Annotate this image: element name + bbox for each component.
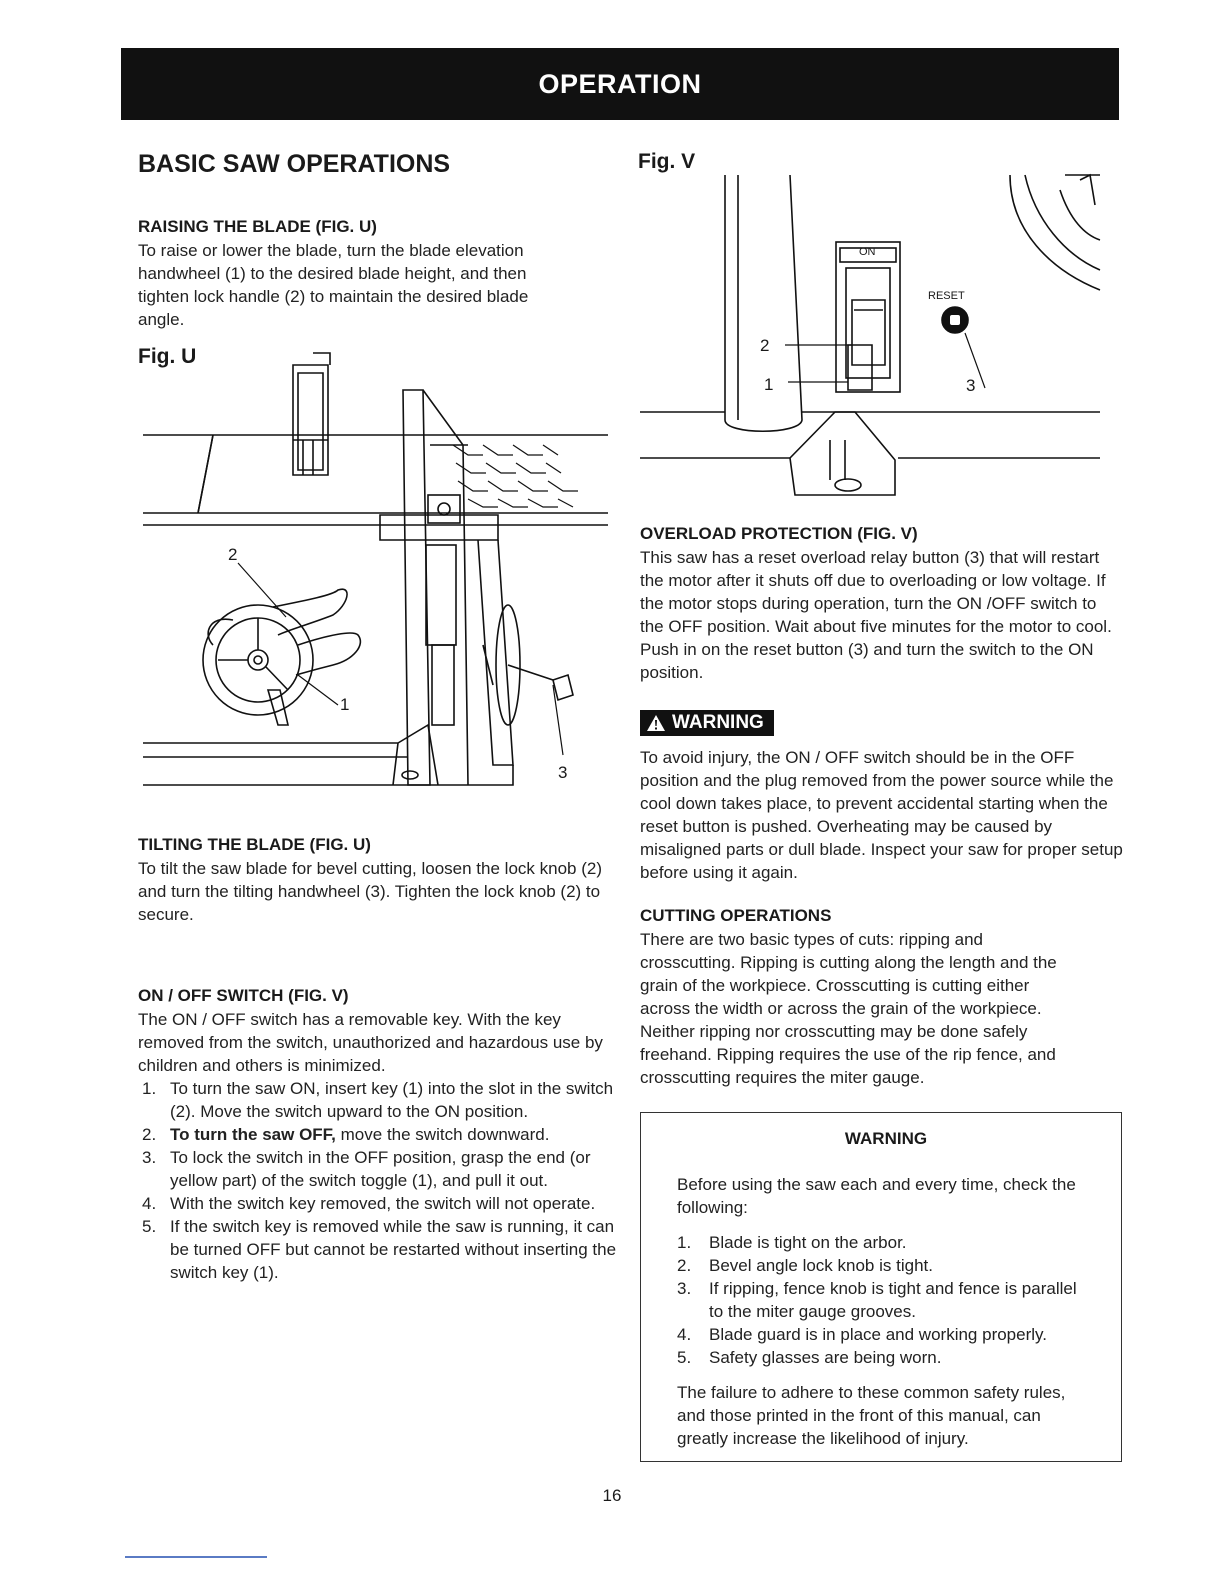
fig-v-callout-2: 2 (760, 336, 770, 355)
footer-rule (125, 1556, 267, 1558)
fig-v-on-label: ON (859, 246, 876, 258)
base-bracket (790, 412, 895, 495)
switch-steps (138, 1077, 628, 1284)
fig-v-illustration (640, 150, 1110, 510)
fig-v-callout-1: 1 (764, 375, 774, 394)
fig-v-label: Fig. V (638, 150, 696, 173)
table-grid (453, 445, 578, 507)
warning-box (640, 1112, 1122, 1462)
warning-box-title: WARNING (844, 1129, 928, 1148)
fig-u-callout-3: 3 (558, 763, 568, 782)
fig-u (138, 345, 618, 805)
list-item: 2. Bevel angle lock knob is tight. (677, 1256, 933, 1275)
switch-body: The ON / OFF switch has a removable key. With the key removed from the switch, unauthorized and hazardous use by children and others is minimized. (138, 1010, 603, 1075)
blade-guard (293, 365, 328, 475)
warning-badge (640, 710, 774, 736)
warning-box-intro: Before using the saw each and every time, check the following: (677, 1175, 1076, 1217)
fig-v-reset-label: RESET (928, 290, 965, 302)
warning-icon (646, 714, 666, 732)
fig-v (640, 150, 1110, 510)
switch-title: ON / OFF SWITCH (FIG. V) (138, 986, 349, 1005)
fig-u-callout-2: 2 (228, 545, 238, 564)
fig-v-callout-3: 3 (966, 376, 976, 395)
tilting-handwheel (483, 605, 573, 725)
elevation-handwheel (203, 605, 313, 725)
page-number: 16 (602, 1486, 622, 1505)
tilting-body: To tilt the saw blade for bevel cutting, loosen the lock knob (2) and turn the tilting handwheel (3). Tighten the lock knob (2) to secure. (138, 859, 602, 924)
warning-body: To avoid injury, the ON / OFF switch should be in the OFF position and the plug removed from the power source while the cool down takes place, to prevent accidental starting when the reset button is pushed. Overheating may be caused by misaligned parts or dull blade. Inspect your saw for proper setup before using it again. (640, 748, 1123, 882)
raising-body: To raise or lower the blade, turn the blade elevation handwheel (1) to the desired blade height, and then tighten lock handle (2) to maintain the desired blade angle. (138, 241, 529, 329)
saw-base (143, 725, 513, 785)
list-item: 4. Blade guard is in place and working properly. (677, 1325, 1047, 1344)
raising-title: RAISING THE BLADE (FIG. U) (138, 217, 377, 236)
list-item: 3. To lock the switch in the OFF position, grasp the end (or yellow part) of the switch toggle (1), and pull it out. (142, 1148, 591, 1190)
list-item: 5. Safety glasses are being worn. (677, 1348, 942, 1367)
list-item: 5. If the switch key is removed while the saw is running, it can be turned OFF but cannot be restarted without inserting the switch key (1). (142, 1217, 617, 1282)
warning-box-closing: The failure to adhere to these common safety rules, and those printed in the front of this manual, can greatly increase the likelihood of injury. (677, 1383, 1066, 1448)
warning-section (640, 710, 1124, 884)
list-item: 4. With the switch key removed, the switch will not operate. (142, 1194, 596, 1213)
fig-u-callout-1: 1 (340, 695, 350, 714)
left-column (138, 150, 628, 1284)
list-item: 2. To turn the saw OFF, move the switch downward. (142, 1125, 550, 1144)
list-item: 1. To turn the saw ON, insert key (1) into the slot in the switch (2). Move the switch upward to the ON position. (142, 1079, 614, 1121)
warning-badge-label: WARNING (672, 712, 764, 733)
list-item: 3. If ripping, fence knob is tight and fence is parallel to the miter gauge grooves. (677, 1279, 1077, 1321)
overload-body: This saw has a reset overload relay button (3) that will restart the motor after it shuts off due to overloading or low voltage. If the motor stops during operation, turn the ON /OFF switch to the OFF position. Wait about five minutes for the motor to cool. Push in on the reset button (3) and turn the switch to the ON position. (640, 548, 1112, 682)
tilting-title: TILTING THE BLADE (FIG. U) (138, 835, 371, 854)
fig-u-illustration (138, 345, 618, 805)
banner-title: OPERATION (538, 68, 702, 99)
table-top (143, 435, 608, 525)
warning-box-list (677, 1231, 1095, 1369)
list-item: 1. Blade is tight on the arbor. (677, 1233, 907, 1252)
page-heading: BASIC SAW OPERATIONS (138, 150, 451, 178)
right-column (640, 150, 1124, 1089)
section-banner (121, 48, 1119, 120)
cutting-title: CUTTING OPERATIONS (640, 906, 832, 925)
overload-title: OVERLOAD PROTECTION (FIG. V) (640, 524, 918, 543)
cutting-body: There are two basic types of cuts: ripping and crosscutting. Ripping is cutting along the length and the grain of the workpiece. Crosscutting is cutting either across the width or across the grain of the workpiece. Neither ripping nor crosscutting may be done safely freehand. Ripping requires the use of the rip fence, and crosscutting requires the miter gauge. (640, 930, 1057, 1087)
fig-u-label: Fig. U (138, 345, 197, 368)
